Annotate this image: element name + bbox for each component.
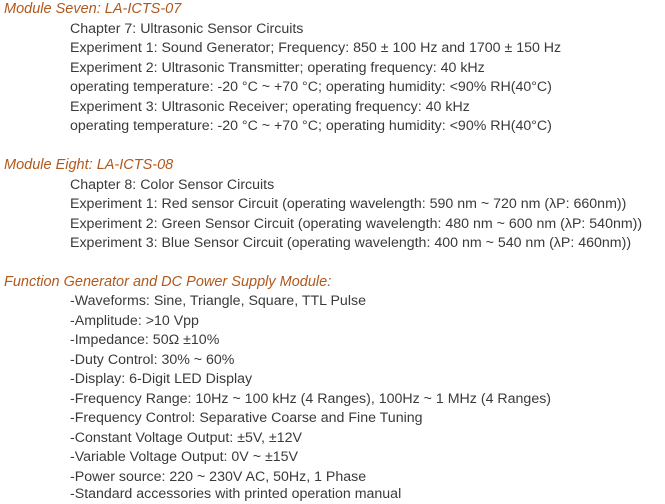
spec-item: -Waveforms: Sine, Triangle, Square, TTL Pulse xyxy=(70,293,366,309)
module-seven-line: operating temperature: -20 °C ~ +70 °C; operating humidity: <90% RH(40°C) xyxy=(70,118,552,134)
module-eight-line: Experiment 1: Red sensor Circuit (operating wavelength: 590 nm ~ 720 nm (λP: 660nm)) xyxy=(70,196,627,212)
spec-item: -Frequency Control: Separative Coarse and Fine Tuning xyxy=(70,410,423,426)
module-eight-chapter: Chapter 8: Color Sensor Circuits xyxy=(70,176,275,193)
module-eight-line: Experiment 3: Blue Sensor Circuit (operating wavelength: 400 nm ~ 540 nm (λP: 460nm)) xyxy=(70,235,632,251)
module-seven-line: Experiment 3: Ultrasonic Receiver; operating frequency: 40 kHz xyxy=(70,98,470,115)
spec-item: -Variable Voltage Output: 0V ~ ±15V xyxy=(70,449,298,465)
function-generator-heading: Function Generator and DC Power Supply Module: xyxy=(4,273,332,290)
spec-item: -Power source: 220 ~ 230V AC, 50Hz, 1 Phase xyxy=(70,468,367,485)
spec-item: -Duty Control: 30% ~ 60% xyxy=(70,351,235,368)
spec-item: -Constant Voltage Output: ±5V, ±12V xyxy=(70,429,302,446)
module-seven-line: Experiment 1: Sound Generator; Frequency: 850 ± 100 Hz and 1700 ± 150 Hz xyxy=(70,40,562,56)
spec-item: -Impedance: 50Ω ±10% xyxy=(70,332,220,348)
spec-item: -Display: 6-Digit LED Display xyxy=(70,371,253,387)
module-seven-line: Experiment 2: Ultrasonic Transmitter; operating frequency: 40 kHz xyxy=(70,59,485,76)
module-seven-heading: Module Seven: LA-ICTS-07 xyxy=(4,1,182,17)
spec-item: -Amplitude: >10 Vpp xyxy=(70,312,199,329)
spec-item: -Standard accessories with printed operation manual xyxy=(70,486,402,502)
module-eight-heading: Module Eight: LA-ICTS-08 xyxy=(4,157,174,173)
module-seven-line: operating temperature: -20 °C ~ +70 °C; operating humidity: <90% RH(40°C) xyxy=(70,79,552,95)
module-seven-chapter: Chapter 7: Ultrasonic Sensor Circuits xyxy=(70,20,304,37)
spec-item: -Frequency Range: 10Hz ~ 100 kHz (4 Ranges), 100Hz ~ 1 MHz (4 Ranges) xyxy=(70,390,552,407)
module-eight-line: Experiment 2: Green Sensor Circuit (operating wavelength: 480 nm ~ 600 nm (λP: 540nm)) xyxy=(70,215,643,232)
